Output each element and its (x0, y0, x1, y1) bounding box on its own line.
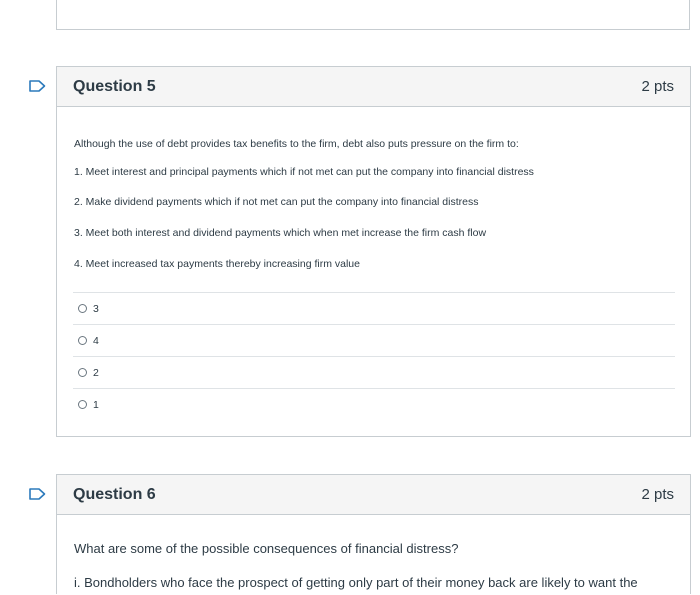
radio-button[interactable] (78, 400, 87, 409)
answer-option[interactable] (73, 292, 675, 324)
question-6-points: 2 pts (641, 486, 674, 503)
previous-question-card (56, 0, 690, 30)
answer-label: 2 (93, 366, 99, 379)
answer-label: 3 (93, 302, 99, 315)
answer-option[interactable] (73, 388, 675, 420)
flag-question-5-icon[interactable] (29, 80, 46, 92)
question-5-option-text-4: 4. Meet increased tax payments thereby increasing firm value (74, 258, 360, 270)
question-5-title: Question 5 (73, 77, 156, 95)
answer-label: 1 (93, 398, 99, 411)
flag-question-6-icon[interactable] (29, 488, 46, 500)
question-5-prompt: Although the use of debt provides tax benefits to the firm, debt also puts pressure on the firm to: (74, 138, 519, 150)
question-5-header (57, 67, 690, 107)
radio-button[interactable] (78, 336, 87, 345)
answer-option[interactable] (73, 356, 675, 388)
question-6-partial-line: i. Bondholders who face the prospect of getting only part of their money back are likely to want the (74, 575, 638, 590)
answer-option[interactable] (73, 324, 675, 356)
question-5-points: 2 pts (641, 78, 674, 95)
radio-button[interactable] (78, 368, 87, 377)
radio-button[interactable] (78, 304, 87, 313)
question-6-prompt: What are some of the possible consequences of financial distress? (74, 541, 459, 556)
question-6-card (56, 474, 691, 594)
question-5-option-text-3: 3. Meet both interest and dividend payments which when met increase the firm cash flow (74, 227, 487, 239)
question-6-header (57, 475, 690, 515)
question-5-card (56, 66, 691, 437)
question-5-option-text-2: 2. Make dividend payments which if not met can put the company into financial distress (74, 196, 479, 208)
question-6-title: Question 6 (73, 485, 156, 503)
question-5-answers (73, 292, 675, 420)
question-5-option-text-1: 1. Meet interest and principal payments which if not met can put the company into financial distress (74, 166, 534, 178)
answer-label: 4 (93, 334, 99, 347)
